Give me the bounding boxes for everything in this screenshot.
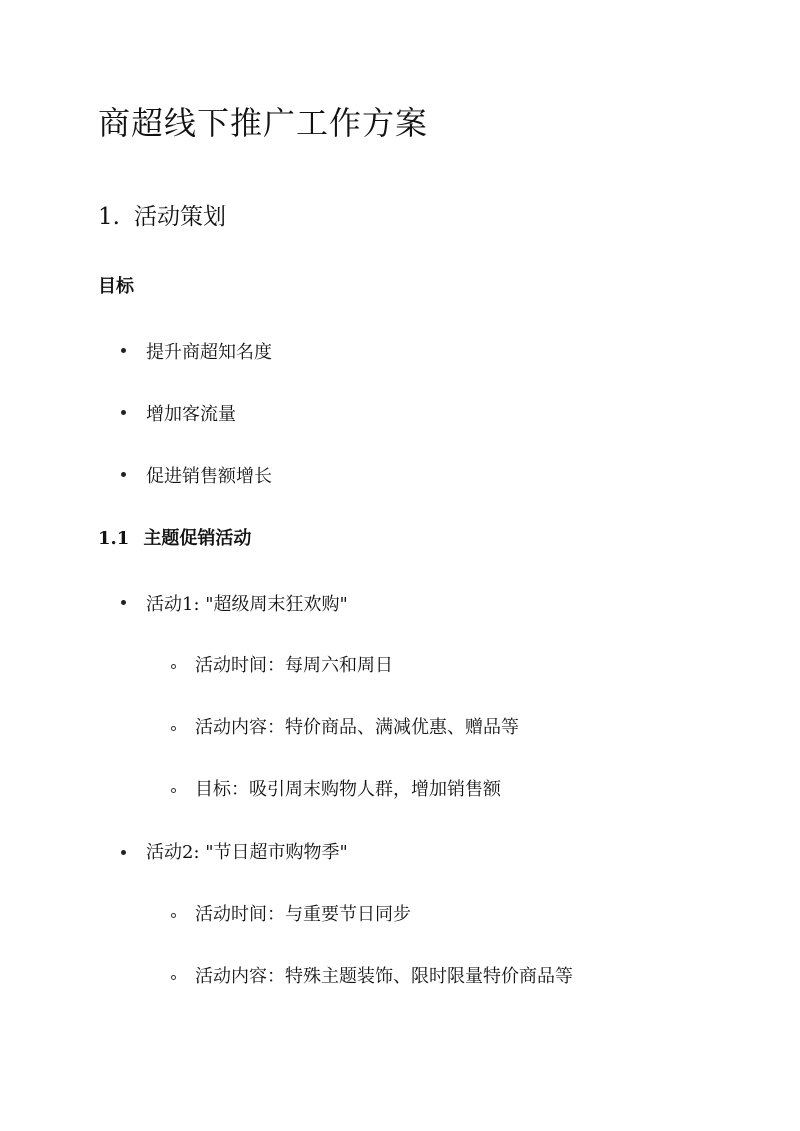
bullet-icon <box>121 600 126 605</box>
sub-list-item-text: 活动时间：与重要节日同步 <box>195 904 411 925</box>
circle-bullet-icon <box>171 913 176 918</box>
sub-list-item-text: 目标：吸引周末购物人群，增加销售额 <box>195 779 501 800</box>
bullet-icon <box>121 348 126 353</box>
section-number: 1. <box>98 204 120 230</box>
bullet-icon <box>121 472 126 477</box>
goals-heading: 目标 <box>98 276 134 297</box>
circle-bullet-icon <box>171 788 176 793</box>
sub-list-item-text: 活动时间：每周六和周日 <box>195 655 393 676</box>
section-heading-1 <box>98 198 226 231</box>
circle-bullet-icon <box>171 664 176 669</box>
list-item-text: 提升商超知名度 <box>146 342 272 363</box>
list-item-text: 增加客流量 <box>146 404 236 425</box>
circle-bullet-icon <box>171 726 176 731</box>
page-title: 商超线下推广工作方案 <box>98 104 429 142</box>
subsection-number: 1.1 <box>98 528 130 549</box>
section-title: 活动策划 <box>133 204 226 230</box>
activity-label: 活动2: "节日超市购物季" <box>146 842 348 863</box>
bullet-icon <box>121 410 126 415</box>
bullet-icon <box>121 850 126 855</box>
sub-list-item-text: 活动内容：特价商品、满减优惠、赠品等 <box>195 717 519 738</box>
list-item-text: 促进销售额增长 <box>146 466 272 487</box>
subsection-title: 主题促销活动 <box>143 528 252 549</box>
sub-list-item-text: 活动内容：特殊主题装饰、限时限量特价商品等 <box>195 966 573 987</box>
subsection-heading <box>98 524 251 550</box>
circle-bullet-icon <box>171 975 176 980</box>
activity-label: 活动1: "超级周末狂欢购" <box>146 594 348 615</box>
